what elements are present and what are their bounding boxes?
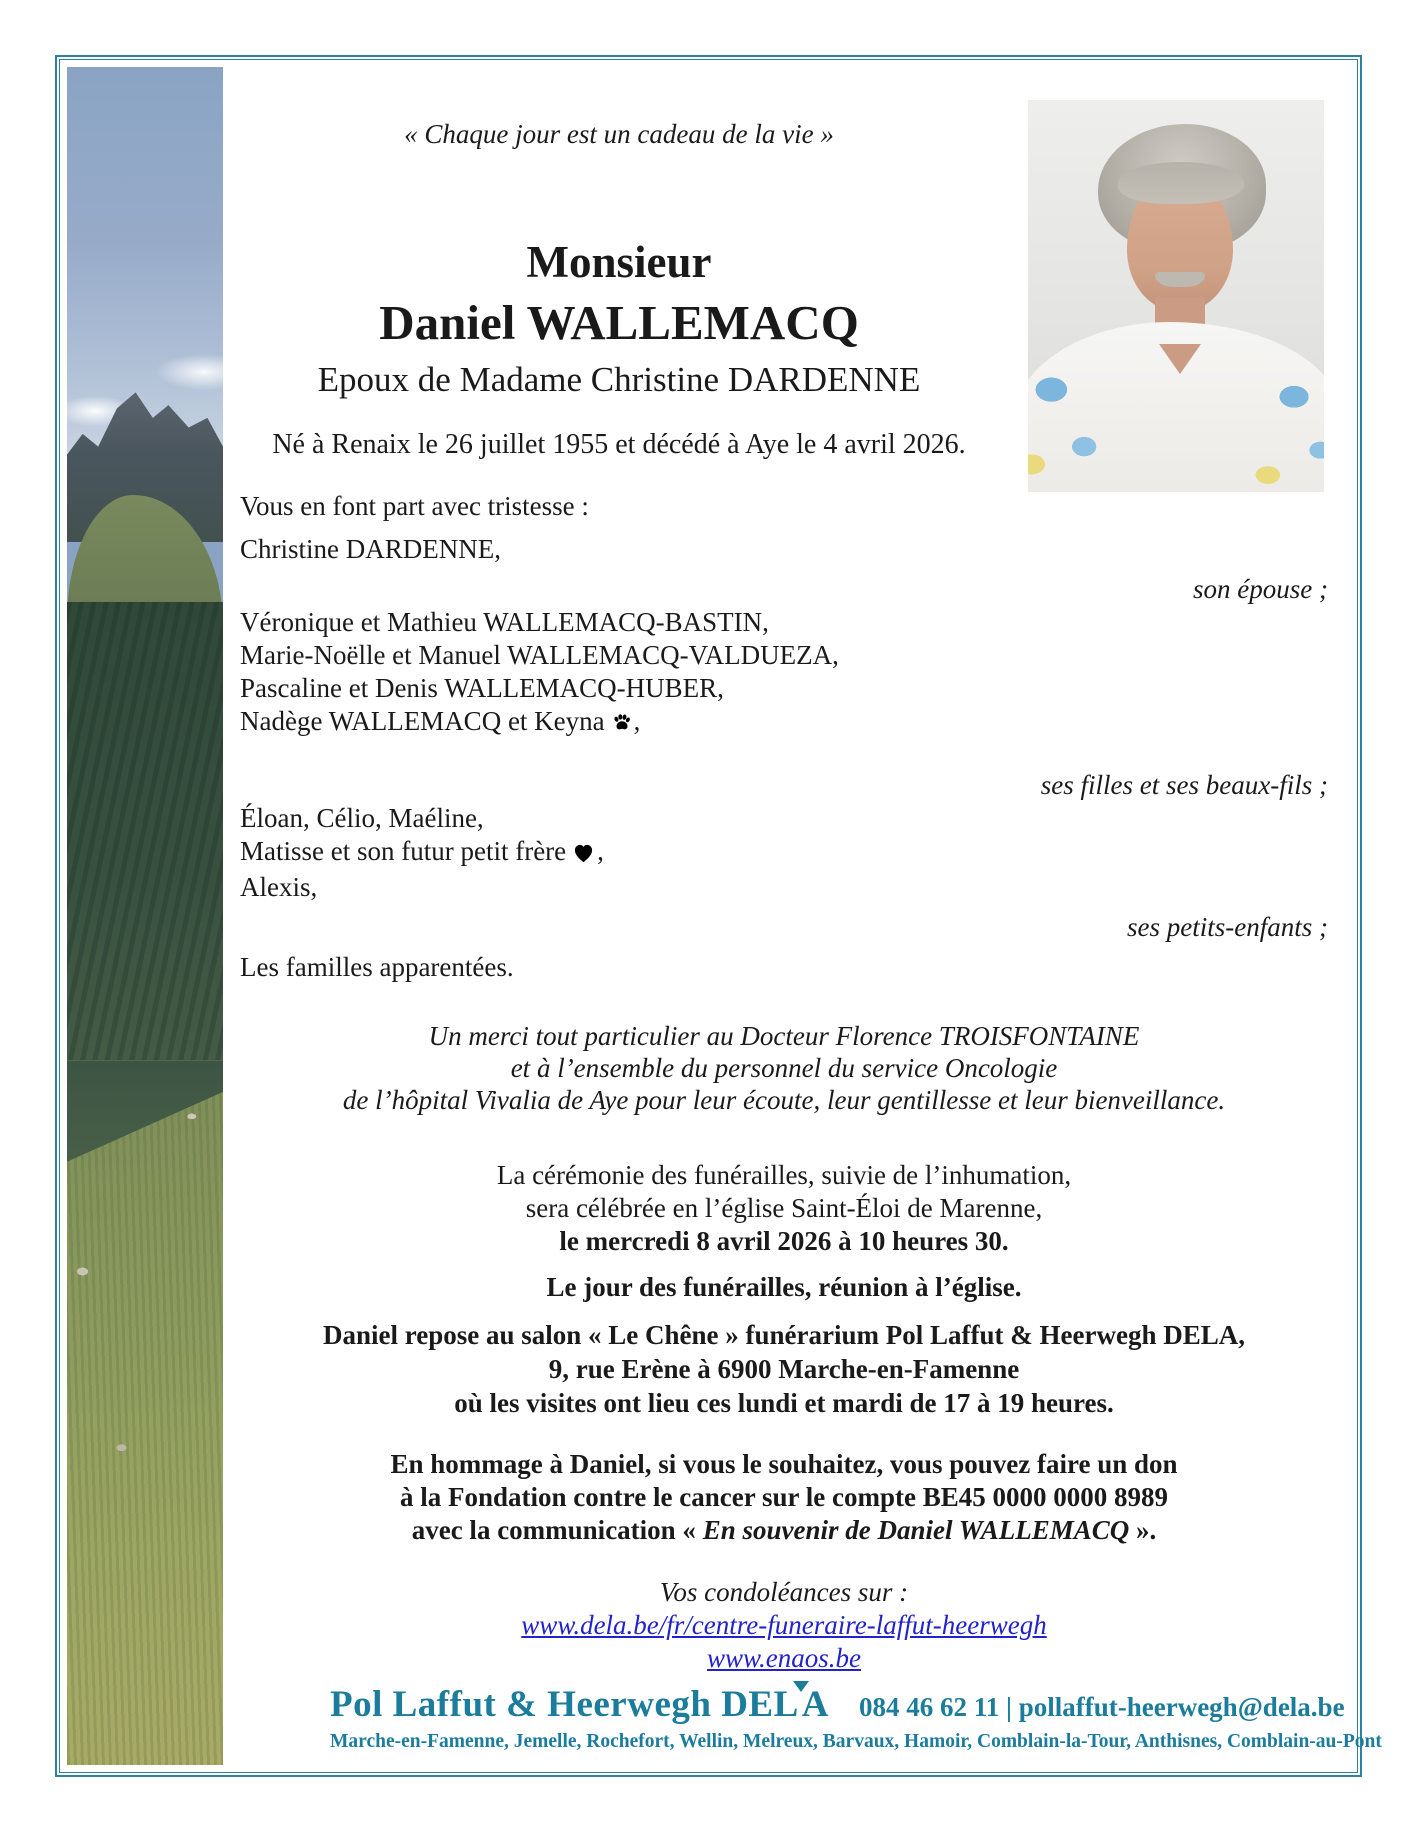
condolences-block — [240, 1576, 1328, 1675]
grandchild-line: Éloan, Célio, Maéline, — [240, 803, 484, 833]
daughter-line: Pascaline et Denis WALLEMACQ-HUBER, — [240, 673, 724, 703]
condolences-label: Vos condoléances sur : — [659, 1577, 909, 1607]
memorial-quote: « Chaque jour est un cadeau de la vie » — [404, 119, 834, 149]
wife-role-label: son épouse ; — [1193, 574, 1328, 604]
funeral-home-brand — [330, 1681, 829, 1727]
landscape-sky — [67, 67, 223, 458]
condolences-link-dela[interactable]: www.dela.be/fr/centre-funeraire-laffut-heerwegh — [521, 1610, 1047, 1640]
grandchild-heart-suffix: , — [597, 836, 604, 866]
repose-line: Daniel repose au salon « Le Chêne » funérarium Pol Laffut & Heerwegh DELA, — [323, 1320, 1245, 1350]
announcement-intro: Vous en font part avec tristesse : — [240, 491, 589, 521]
donation-communication-text: En souvenir de Daniel WALLEMACQ — [702, 1515, 1130, 1545]
grandchildren-role-label: ses petits-enfants ; — [1127, 912, 1328, 942]
landscape-forest — [67, 602, 223, 1094]
repose-paragraph — [240, 1318, 1328, 1420]
grandchild-heart-text: Matisse et son futur petit frère — [240, 836, 567, 866]
ceremony-paragraph — [240, 1159, 1328, 1258]
thanks-paragraph — [240, 1020, 1328, 1116]
daughters-role-label: ses filles et ses beaux-fils ; — [1040, 770, 1328, 800]
grandchild-line: Alexis, — [240, 872, 318, 902]
grandchild-line — [240, 835, 1328, 871]
donation-line — [240, 1514, 1328, 1547]
landscape-meadow — [67, 1060, 223, 1765]
decorative-border-inner — [59, 59, 1382, 1773]
paw-icon — [611, 708, 632, 741]
related-families-line: Les familles apparentées. — [240, 952, 514, 982]
repose-line: 9, rue Erène à 6900 Marche-en-Famenne — [548, 1354, 1020, 1384]
thanks-line: de l’hôpital Vivalia de Aye pour leur écoute, leur gentillesse et leur bienveillance. — [342, 1085, 1226, 1115]
deceased-name: Daniel WALLEMACQ — [379, 295, 859, 350]
thanks-line: Un merci tout particulier au Docteur Florence TROISFONTAINE — [428, 1021, 1140, 1051]
donation-line: En hommage à Daniel, si vous le souhaitez, vous pouvez faire un don — [390, 1449, 1178, 1479]
title-prefix: Monsieur — [526, 237, 712, 287]
thanks-line: et à l’ensemble du personnel du service Oncologie — [510, 1053, 1058, 1083]
ceremony-line: La cérémonie des funérailles, suivie de l’inhumation, — [496, 1160, 1072, 1190]
footer-locations: Marche-en-Famenne, Jemelle, Rochefort, Wellin, Melreux, Barvaux, Hamoir, Comblain-la-Tour, Anthisnes, Comblain-au-Pont — [330, 1731, 1382, 1752]
grandchildren-list — [240, 802, 1328, 904]
birth-death-line: Né à Renaix le 26 juillet 1955 et décédé à Aye le 4 avril 2026. — [272, 429, 966, 460]
donation-communication-prefix: avec la communication « — [411, 1515, 703, 1545]
daughter-paw-text: Nadège WALLEMACQ et Keyna — [240, 706, 605, 736]
heart-icon — [572, 838, 595, 871]
footer-contact: 084 46 62 11 | pollaffut-heerwegh@dela.be — [859, 1692, 1345, 1722]
main-text-column — [240, 60, 1328, 1675]
condolences-link-enaos[interactable]: www.enaos.be — [707, 1643, 861, 1673]
brand-name: Pol Laffut & Heerwegh — [330, 1684, 722, 1725]
repose-line: où les visites ont lieu ces lundi et mardi de 17 à 19 heures. — [454, 1388, 1114, 1418]
ceremony-line: sera célébrée en l’église Saint-Éloi de Marenne, — [525, 1193, 1043, 1223]
daughter-line — [240, 705, 1328, 741]
funeral-home-footer — [270, 1681, 1382, 1760]
wife-name: Christine DARDENNE, — [240, 534, 501, 564]
donation-communication-suffix: ». — [1129, 1515, 1157, 1545]
landscape-photo-strip — [67, 67, 223, 1765]
meeting-line: Le jour des funérailles, réunion à l’église. — [546, 1272, 1022, 1302]
daughter-paw-suffix: , — [633, 706, 641, 736]
daughter-line: Véronique et Mathieu WALLEMACQ-BASTIN, — [240, 607, 769, 637]
ceremony-datetime: le mercredi 8 avril 2026 à 10 heures 30. — [559, 1226, 1009, 1256]
daughter-line: Marie-Noëlle et Manuel WALLEMACQ-VALDUEZA, — [240, 640, 839, 670]
donation-line: à la Fondation contre le cancer sur le compte BE45 0000 0000 8989 — [400, 1482, 1168, 1512]
spouse-line: Epoux de Madame Christine DARDENNE — [317, 360, 921, 399]
daughters-list — [240, 606, 1328, 741]
dela-logo: DELA — [721, 1684, 829, 1725]
donation-paragraph — [240, 1448, 1328, 1547]
decorative-border — [55, 55, 1382, 1777]
